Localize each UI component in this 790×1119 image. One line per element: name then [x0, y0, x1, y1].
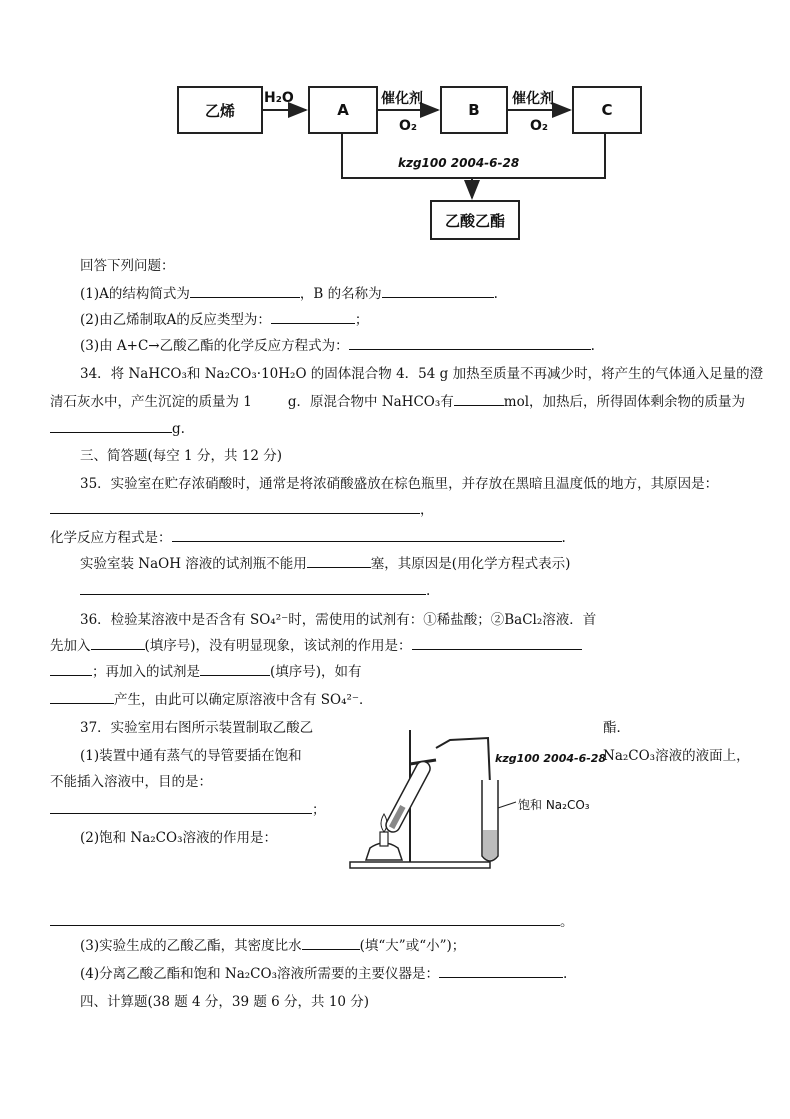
q37-line2a: (1)装置中通有蒸气的导管要插在饱和 [80, 748, 302, 764]
answer-blank[interactable] [454, 391, 504, 406]
box-a: A [308, 86, 378, 134]
answer-blank[interactable] [50, 499, 420, 514]
answer-blank[interactable] [172, 527, 562, 542]
q37-line2b: Na₂CO₃溶液的液面上， [603, 748, 750, 764]
q35-l4b: 塞，其原因是(用化学方程式表示) [370, 556, 571, 572]
q33-p3: (3)由 A+C→乙酸乙酯的化学反应方程式为： [80, 338, 349, 354]
answer-blank[interactable] [50, 418, 172, 433]
answer-blank[interactable] [412, 635, 582, 650]
answer-blank[interactable] [200, 661, 270, 676]
answer-blank[interactable] [349, 335, 591, 350]
flow-arrows [0, 0, 790, 250]
q37-line7 [80, 934, 465, 954]
answer-blank[interactable] [252, 392, 288, 406]
q37-l7b: (填“大”或“小”)； [359, 938, 466, 954]
q34-line3 [50, 418, 185, 437]
box-b: B [440, 86, 508, 134]
answer-blank[interactable] [50, 689, 114, 704]
answer-blank[interactable] [307, 553, 371, 568]
label-water: H₂O [264, 90, 294, 106]
answer-blank[interactable] [190, 283, 300, 298]
q36-l3b: (填序号)，如有 [270, 664, 362, 680]
q37-line3: 不能插入溶液中，目的是： [50, 774, 212, 790]
q35-line4 [80, 552, 570, 572]
figure-label-solution: 饱和 Na₂CO₃ [518, 798, 590, 812]
label-catalyst-2: 催化剂 [512, 91, 554, 107]
q35-line5: . [80, 580, 430, 599]
section-3-heading: 三、简答题(每空 1 分，共 12 分) [80, 448, 282, 464]
answer-blank[interactable] [382, 283, 494, 298]
diagram-watermark: kzg100 2004-6-28 [398, 156, 520, 170]
answer-blank[interactable] [439, 963, 563, 978]
label-catalyst-1: 催化剂 [381, 91, 423, 107]
q35-l3: 化学反应方程式是： [50, 530, 172, 546]
q33-part1: (1)A的结构简式为 ，B 的名称为 . [80, 282, 498, 302]
section-4-heading: 四、计算题(38 题 4 分，39 题 6 分，共 10 分) [80, 994, 370, 1010]
q33-p1a: (1)A的结构简式为 [80, 286, 190, 302]
label-o2-2: O₂ [530, 118, 549, 134]
label-o2-1: O₂ [399, 118, 418, 134]
q36-l2b: (填序号)，没有明显现象，该试剂的作用是： [144, 638, 412, 654]
q33-p2: (2)由乙烯制取A的反应类型为： [80, 312, 271, 328]
q34-line1: 34．将 NaHCO₃和 Na₂CO₃·10H₂O 的固体混合物 4．54 g 加热至质量不再减少时，将产生的气体通入足量的澄 [80, 366, 764, 382]
q36-line1: 36．检验某溶液中是否含有 SO₄²⁻时，需使用的试剂有：①稀盐酸；②BaCl₂溶液．首 [80, 612, 597, 628]
q36-line4 [50, 688, 373, 708]
q34-line2 [50, 390, 745, 410]
q33-part2: (2)由乙烯制取A的反应类型为： ； [80, 308, 368, 328]
q33-part3: (3)由 A+C→乙酸乙酯的化学反应方程式为： . [80, 334, 595, 354]
q35-l4a: 实验室装 NaOH 溶液的试剂瓶不能用 [80, 556, 307, 572]
q37-line5: (2)饱和 Na₂CO₃溶液的作用是： [80, 830, 277, 846]
box-c: C [572, 86, 642, 134]
connector-a-c [342, 132, 605, 178]
q34-l2b: g．原混合物中 NaHCO₃有 [287, 394, 454, 410]
box-ethylene: 乙烯 [177, 86, 263, 134]
q37-line1b: 酯． [603, 720, 630, 736]
q36-l3a: ；再加入的试剂是 [92, 664, 200, 680]
q37-line8: (4)分离乙酸乙酯和饱和 Na₂CO₃溶液所需要的主要仪器是： . [80, 962, 567, 982]
box-ethyl-acetate: 乙酸乙酯 [430, 200, 520, 240]
figure-watermark: kzg100 2004-6-28 [495, 752, 607, 765]
q34-l3: g. [172, 421, 185, 437]
answer-blank[interactable] [271, 309, 355, 324]
answer-blank[interactable] [50, 799, 312, 814]
answer-blank[interactable] [91, 635, 145, 650]
answer-blank[interactable] [80, 580, 426, 595]
q34-l2a: 清石灰水中，产生沉淀的质量为 1 [50, 394, 252, 410]
answer-blank[interactable] [302, 935, 360, 950]
q37-l8: (4)分离乙酸乙酯和饱和 Na₂CO₃溶液所需要的主要仪器是： [80, 966, 439, 982]
q36-line2 [50, 634, 582, 654]
q35-line1: 35．实验室在贮存浓硝酸时，通常是将浓硝酸盛放在棕色瓶里，并存放在黑暗且温度低的地方，其原因是： [80, 476, 719, 492]
q33-intro: 回答下列问题： [80, 258, 175, 274]
q37-line1a: 37．实验室用右图所示装置制取乙酸乙 [80, 720, 314, 736]
answer-blank[interactable] [50, 661, 92, 676]
q36-l4: 产生，由此可以确定原溶液中含有 SO₄²⁻． [114, 692, 373, 708]
q37-line6: 。 [50, 910, 574, 930]
q34-l2c: mol，加热后，所得固体剩余物的质量为 [503, 394, 746, 410]
q35-line3: 化学反应方程式是： . [50, 526, 566, 546]
q37-l7: (3)实验生成的乙酸乙酯，其密度比水 [80, 938, 302, 954]
q36-line3 [50, 660, 362, 680]
q35-line2: ， [50, 498, 434, 518]
answer-blank[interactable] [50, 911, 560, 926]
q36-l2a: 先加入 [50, 638, 91, 654]
q33-p1b: ，B 的名称为 [299, 286, 382, 302]
q37-line4: ； [50, 798, 326, 818]
